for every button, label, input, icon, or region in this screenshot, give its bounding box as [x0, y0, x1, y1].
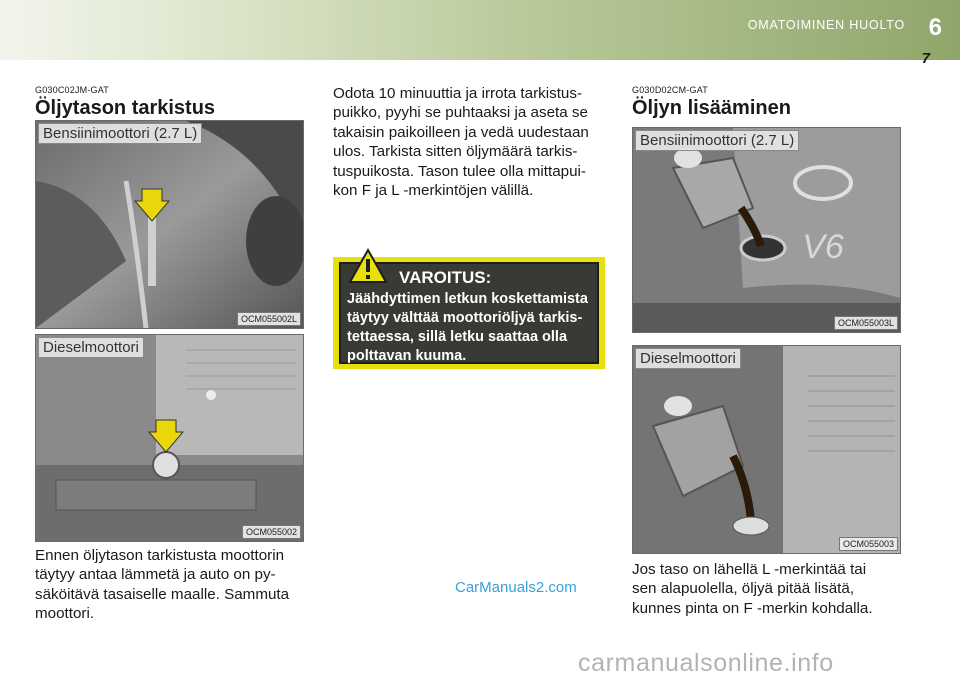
- engine-illustration: [36, 335, 303, 541]
- section-code: G030C02JM-GAT: [35, 85, 109, 95]
- engine-illustration: [633, 346, 900, 553]
- engine-photo-diesel-oil-fill: [632, 345, 901, 554]
- section-heading: Öljytason tarkistus: [35, 97, 216, 119]
- photo-label: Dieselmoottori: [635, 348, 741, 369]
- page-number: 7: [921, 50, 930, 67]
- body-paragraph: Odota 10 minuuttia ja irrota tarkistus- puikko, pyyhi se puhtaaksi ja aseta se takaisin paikoilleen ja vedä uudestaan ulos. Tarkista sitten öljymäärä tarkis- tuspuikosta. Tason tulee olla mittapui- kon F ja L -merkintöjen välillä.: [333, 85, 589, 200]
- photo-code: OCM055003: [839, 537, 898, 551]
- warning-triangle-icon: [348, 248, 388, 284]
- photo-label: Dieselmoottori: [38, 337, 144, 358]
- engine-illustration: [36, 121, 303, 328]
- chapter-title: OMATOIMINEN HUOLTO: [747, 18, 905, 32]
- photo-code: OCM055002: [242, 525, 301, 539]
- chapter-number: 6: [928, 14, 942, 41]
- photo-code: OCM055002L: [237, 312, 301, 326]
- engine-illustration: [633, 128, 900, 332]
- section-code: G030D02CM-GAT: [632, 85, 708, 95]
- body-paragraph: Jos taso on lähellä L -merkintää tai sen alapuolella, öljyä pitää lisätä, kunnes pinta on F -merkin kohdalla.: [632, 561, 873, 617]
- svg-text:V6: V6: [802, 228, 844, 266]
- header-banner: [0, 0, 960, 60]
- engine-photo-petrol-oil-fill: [632, 127, 901, 333]
- warning-box: [333, 257, 605, 369]
- photo-label: Bensiinimoottori (2.7 L): [38, 123, 202, 144]
- warning-title: VAROITUS:: [399, 268, 492, 287]
- watermark-link[interactable]: CarManuals2.com: [455, 579, 577, 596]
- watermark-footer: carmanualsonline.info: [578, 649, 834, 677]
- warning-text: Jäähdyttimen letkun koskettamista täytyy välttää moottoriöljyä tarkis- tettaessa, sillä letku saattaa olla polttavan kuuma.: [347, 291, 588, 364]
- engine-photo-diesel-dipstick: [35, 334, 304, 542]
- section-heading: Öljyn lisääminen: [632, 97, 791, 119]
- photo-code: OCM055003L: [834, 316, 898, 330]
- photo-label: Bensiinimoottori (2.7 L): [635, 130, 799, 151]
- body-paragraph: Ennen öljytason tarkistusta moottorin täytyy antaa lämmetä ja auto on py- säköitävä tasaiselle maalle. Sammuta moottori.: [35, 547, 290, 623]
- engine-photo-petrol-dipstick: [35, 120, 304, 329]
